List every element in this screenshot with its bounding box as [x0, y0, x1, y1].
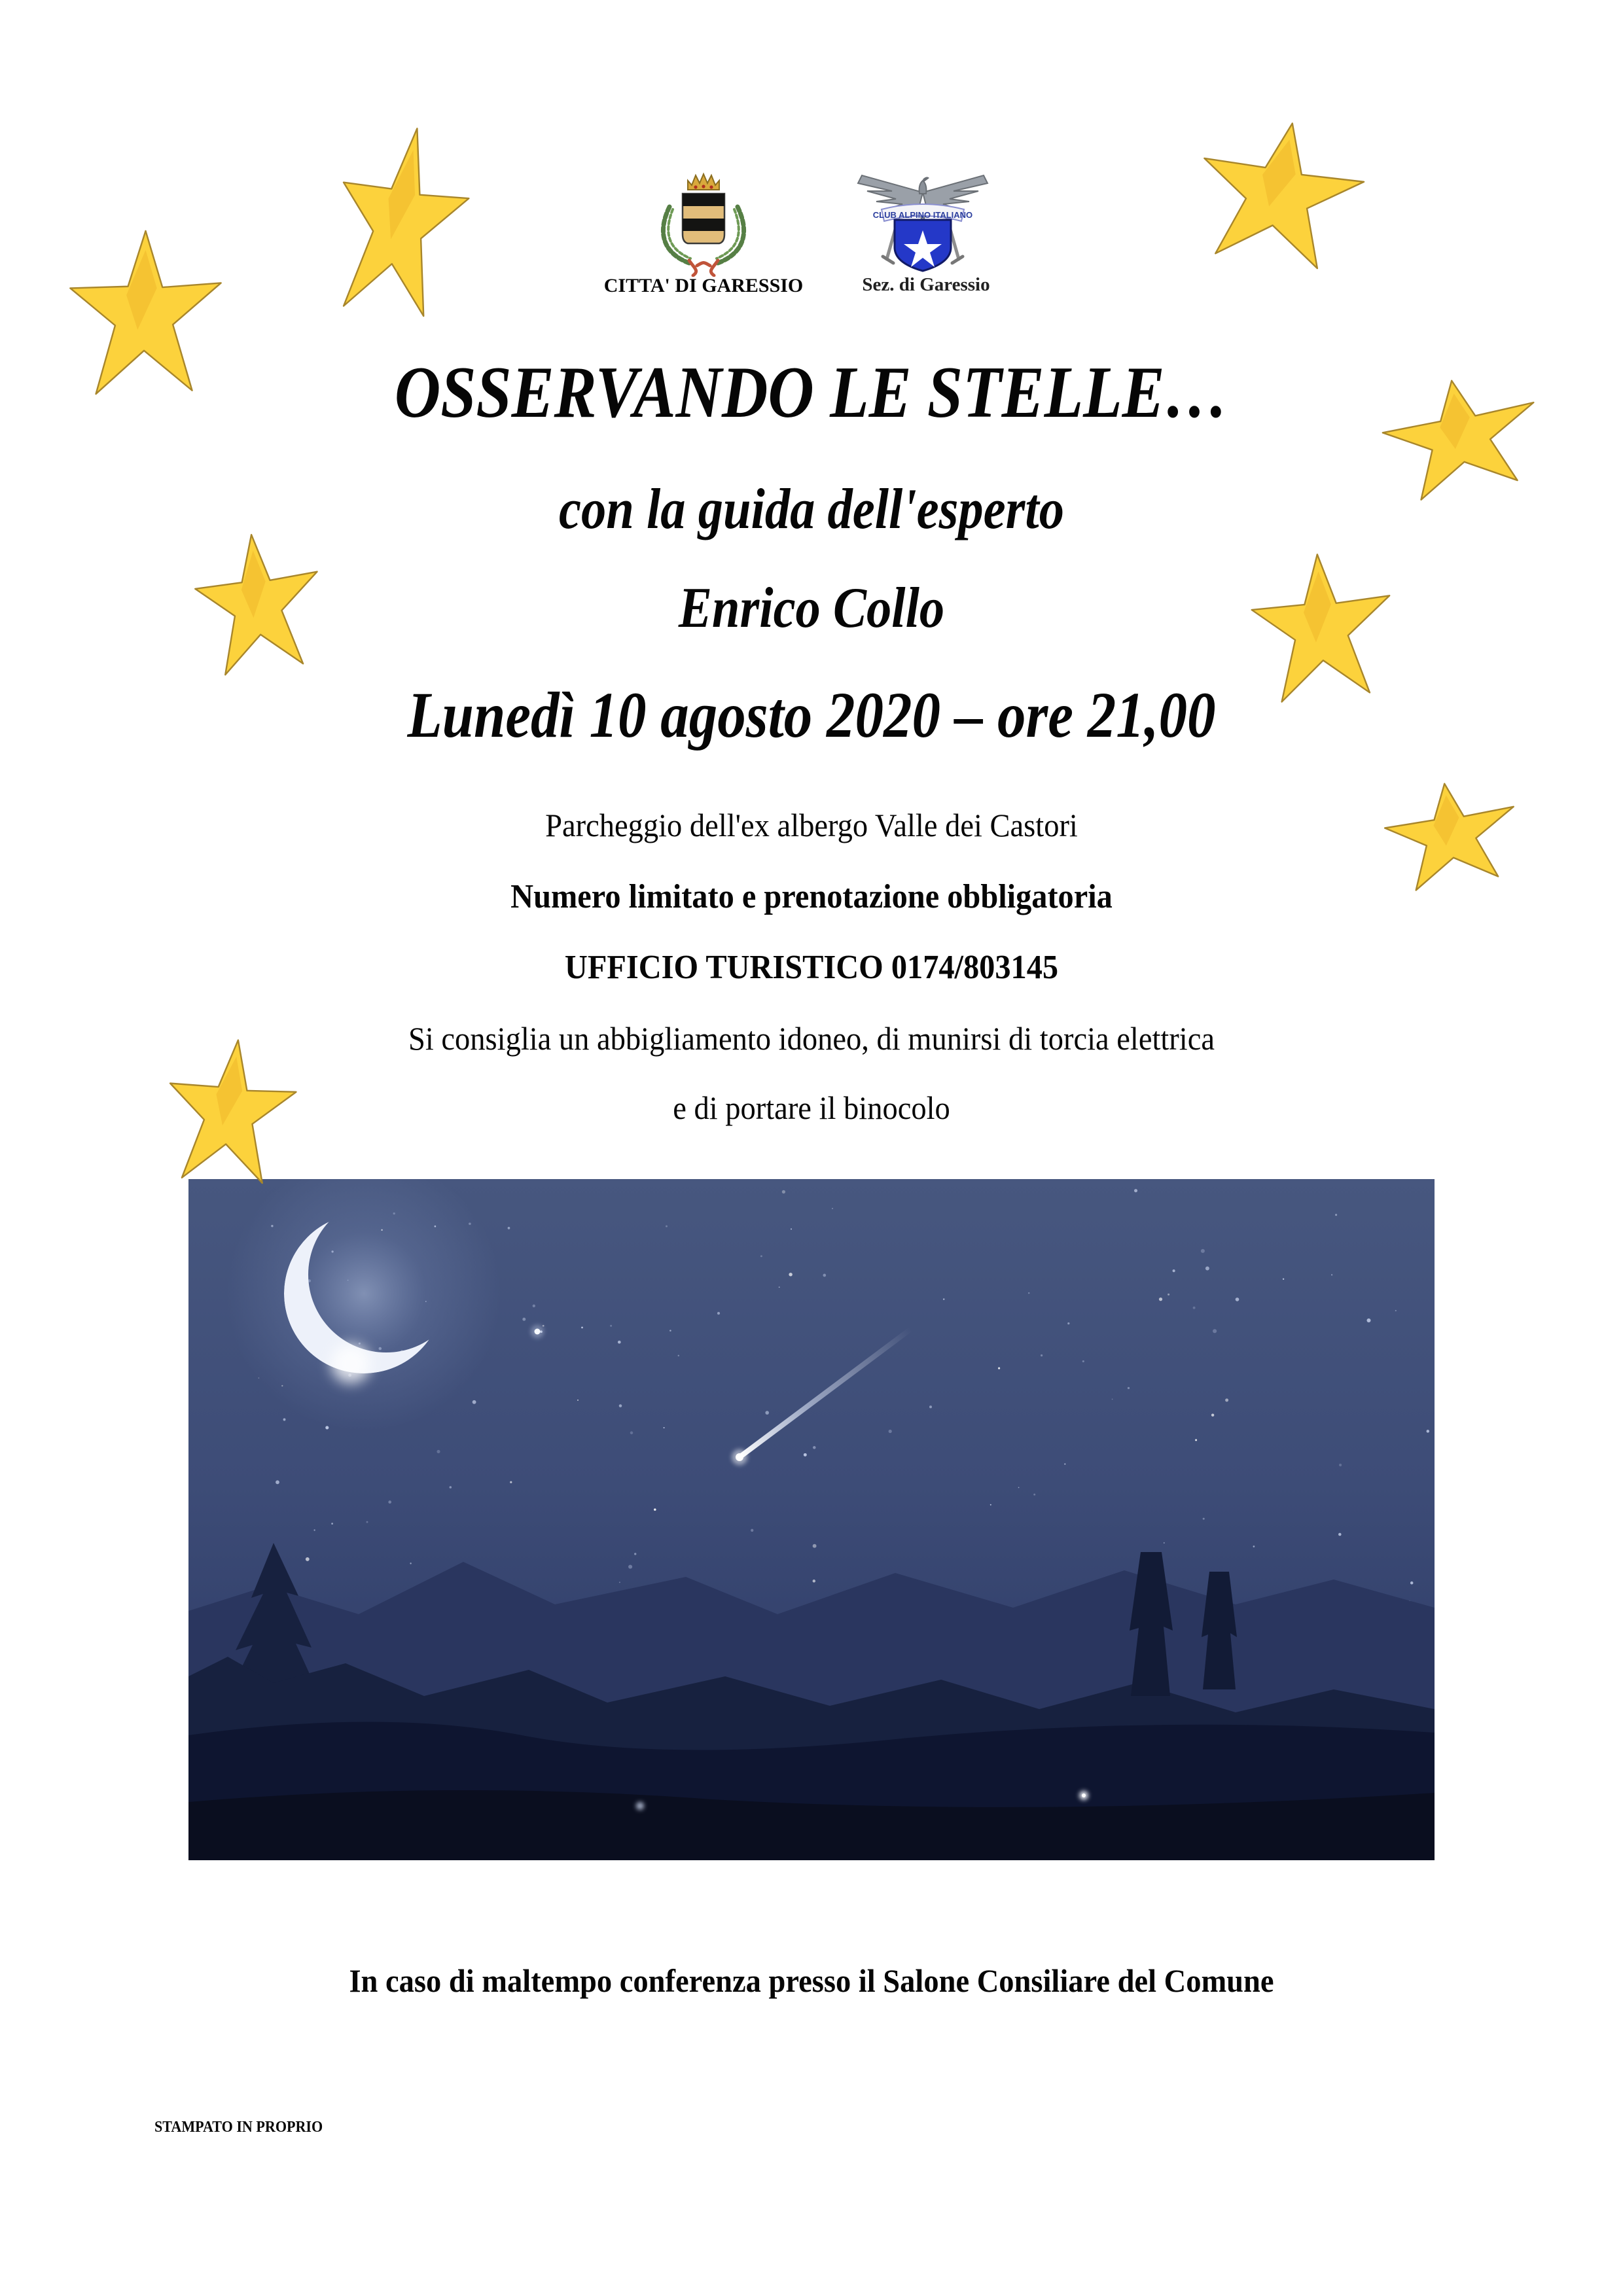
event-datetime: Lunedì 10 agosto 2020 – ore 21,00: [407, 679, 1216, 751]
decor-star-icon: [317, 111, 484, 331]
bright-star: [531, 1325, 544, 1338]
tourist-office-phone: UFFICIO TURISTICO 0174/803145: [564, 949, 1059, 986]
decor-star-icon: [1183, 104, 1378, 282]
printed-note: STAMPATO IN PROPRIO: [154, 2119, 323, 2136]
cai-logo-caption: Sez. di Garessio: [862, 274, 990, 295]
booking-note: Numero limitato e prenotazione obbligatoria: [510, 878, 1113, 915]
cai-banner-text: CLUB ALPINO ITALIANO: [872, 210, 973, 220]
night-sky-photo: [188, 1179, 1435, 1860]
comune-logo-caption: CITTA' DI GARESSIO: [603, 275, 804, 296]
cai-eagle-logo-icon: [854, 168, 991, 277]
poster-subtitle: con la guida dell'esperto: [559, 478, 1064, 541]
bad-weather-note: In caso di maltempo conferenza presso il Salone Consiliare del Comune: [349, 1962, 1274, 1999]
poster-title: OSSERVANDO LE STELLE…: [394, 352, 1229, 433]
expert-name: Enrico Collo: [678, 576, 945, 640]
event-location: Parcheggio dell'ex albergo Valle dei Castori: [545, 807, 1078, 843]
advice-line-1: Si consiglia un abbigliamento idoneo, di munirsi di torcia elettrica: [408, 1020, 1215, 1057]
advice-line-2: e di portare il binocolo: [673, 1089, 950, 1126]
garessio-coat-of-arms-icon: [651, 169, 756, 277]
